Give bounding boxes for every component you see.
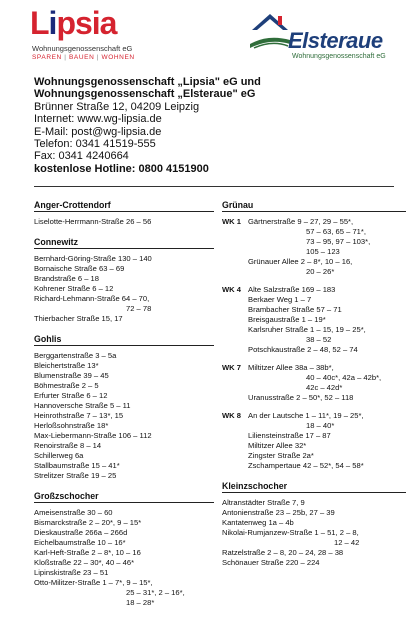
wk-block (222, 411, 406, 471)
street-entry: Dieskaustraße 266a – 266d (34, 528, 128, 537)
company-name-2: Wohnungsgenossenschaft „Elsteraue" eG (34, 88, 256, 101)
wk-street-list (248, 411, 406, 471)
district-title: Großzschocher (34, 491, 214, 503)
street-entry: 72 – 78 (126, 304, 152, 313)
email[interactable]: E-Mail: post@wg-lipsia.de (34, 125, 162, 138)
lipsia-subtitle: Wohnungsgenossenschaft eG (32, 44, 133, 53)
wk-block (222, 363, 406, 403)
street-entry: Gärtnerstraße 9 – 27, 29 – 55*, (248, 217, 354, 226)
street-entry: Grünauer Allee 2 – 8*, 10 – 16, (248, 257, 353, 266)
street-entry: Zingster Straße 2a* (248, 451, 314, 460)
street-entry: Hannoversche Straße 5 – 11 (34, 401, 131, 410)
street-entry: Lipinskistraße 23 – 51 (34, 568, 109, 577)
elsteraue-logo (246, 8, 396, 68)
street-entry: Nikolai-Rumjanzew-Straße 1 – 51, 2 – 8, (222, 528, 359, 537)
street-entry: Heinrothstraße 7 – 13*, 15 (34, 411, 124, 420)
wk-block (222, 285, 406, 355)
street-entry: 73 – 95, 97 – 103*, (306, 237, 371, 246)
lipsia-logo (30, 6, 140, 66)
street-entry: Kantatenweg 1a – 4b (222, 518, 294, 527)
street-entry: 18 – 28* (126, 598, 155, 607)
wk-blocks (222, 217, 406, 471)
street-entry: 18 – 40* (306, 421, 335, 430)
street-entry: 105 – 123 (306, 247, 340, 256)
street-entry: Richard-Lehmann-Straße 64 – 70, (34, 294, 150, 303)
left-column (34, 200, 214, 618)
street-entry: Schönauer Straße 220 – 224 (222, 558, 320, 567)
street-entry: 38 – 52 (306, 335, 332, 344)
street-entry: Bismarckstraße 2 – 20*, 9 – 15* (34, 518, 142, 527)
street-entry: Potschkaustraße 2 – 48, 52 – 74 (248, 345, 358, 354)
street-entry: Miltitzer Allee 32* (248, 441, 307, 450)
phone: Telefon: 0341 41519-555 (34, 138, 156, 151)
street-entry: Schillerweg 6a (34, 451, 84, 460)
street-entry: Erfurter Straße 6 – 12 (34, 391, 108, 400)
street-entry: Liliensteinstraße 17 – 87 (248, 431, 331, 440)
street-entry: 12 – 42 (334, 538, 360, 547)
district-title: Kleinzschocher (222, 481, 406, 493)
right-column (222, 200, 406, 578)
street-entry: Herloßsohnstraße 18* (34, 421, 109, 430)
district-section (34, 491, 214, 608)
street-entry: Max-Liebermann-Straße 106 – 112 (34, 431, 152, 440)
street-entry: Antonienstraße 23 – 25b, 27 – 39 (222, 508, 335, 517)
street-list (222, 498, 406, 568)
street-entry: Liselotte-Herrmann-Straße 26 – 56 (34, 217, 152, 226)
wk-block (222, 217, 406, 277)
street-address: Brünner Straße 12, 04209 Leipzig (34, 100, 200, 113)
street-entry: Bornaische Straße 63 – 69 (34, 264, 125, 273)
contact-block (34, 76, 404, 175)
website[interactable]: Internet: www.wg-lipsia.de (34, 113, 162, 126)
company-name-1: Wohnungsgenossenschaft „Lipsia" eG und (34, 76, 261, 88)
header-logos (0, 0, 420, 72)
wk-label: WK 8 (222, 411, 241, 420)
street-entry: Blumenstraße 39 – 45 (34, 371, 109, 380)
wk-street-list (248, 217, 406, 277)
district-section (34, 200, 214, 227)
street-entry: Zschampertaue 42 – 52*, 54 – 58* (248, 461, 364, 470)
street-entry: Otto-Militzer-Straße 1 – 7*, 9 – 15*, (34, 578, 153, 587)
district-gruenau (222, 200, 406, 471)
street-entry: Alte Salzstraße 169 – 183 (248, 285, 336, 294)
street-entry: Renoirstraße 8 – 14 (34, 441, 102, 450)
wk-label: WK 7 (222, 363, 241, 372)
street-entry: Brambacher Straße 57 – 71 (248, 305, 342, 314)
wk-label: WK 1 (222, 217, 241, 226)
street-entry: Miltitzer Allee 38a – 38b*, (248, 363, 334, 372)
street-entry: Karlsruher Straße 1 – 15, 19 – 25*, (248, 325, 366, 334)
street-entry: Berkaer Weg 1 – 7 (248, 295, 312, 304)
street-entry: Kloßstraße 22 – 30*, 40 – 46* (34, 558, 135, 567)
street-entry: 57 – 63, 65 – 71*, (306, 227, 366, 236)
street-entry: 42c – 42d* (306, 383, 343, 392)
wk-street-list (248, 363, 406, 403)
street-entry: 40 – 40c*, 42a – 42b*, (306, 373, 382, 382)
wk-label: WK 4 (222, 285, 241, 294)
district-title: Connewitz (34, 237, 214, 249)
district-kleinzschocher (222, 481, 406, 568)
lipsia-tagline: SPAREN | BAUEN | WOHNEN (32, 54, 135, 61)
street-entry: Brandstraße 6 – 18 (34, 274, 100, 283)
street-entry: 25 – 31*, 2 – 16*, (126, 588, 185, 597)
street-entry: An der Lautsche 1 – 11*, 19 – 25*, (248, 411, 364, 420)
street-entry: Berggartenstraße 3 – 5a (34, 351, 117, 360)
district-title: Grünau (222, 200, 406, 212)
elsteraue-wordmark: Elsteraue (288, 28, 383, 53)
street-entry: Thierbacher Straße 15, 17 (34, 314, 123, 323)
district-section (34, 237, 214, 324)
street-entry: 20 – 26* (306, 267, 335, 276)
fax: Fax: 0341 4240664 (34, 150, 129, 163)
street-entry: Karl-Heft-Straße 2 – 8*, 10 – 16 (34, 548, 141, 557)
street-entry: Uranusstraße 2 – 50*, 52 – 118 (248, 393, 354, 402)
elsteraue-subtitle: Wohnungsgenossenschaft eG (292, 53, 386, 60)
hotline: kostenlose Hotline: 0800 4151900 (34, 162, 209, 175)
district-title: Anger-Crottendorf (34, 200, 214, 212)
street-entry: Strelitzer Straße 19 – 25 (34, 471, 117, 480)
street-entry: Böhmestraße 2 – 5 (34, 381, 99, 390)
street-entry: Ameisenstraße 30 – 60 (34, 508, 113, 517)
street-entry: Altranstädter Straße 7, 9 (222, 498, 305, 507)
lipsia-wordmark: Lipsia (30, 5, 117, 41)
street-entry: Bleichertstraße 13* (34, 361, 99, 370)
house-icon (248, 10, 292, 50)
street-entry: Kohrener Straße 6 – 12 (34, 284, 114, 293)
street-entry: Breisgaustraße 1 – 19* (248, 315, 326, 324)
street-entry: Eichelbaumstraße 10 – 16* (34, 538, 126, 547)
district-title: Gohlis (34, 334, 214, 346)
district-section (34, 334, 214, 481)
street-entry: Stallbaumstraße 15 – 41* (34, 461, 120, 470)
wk-street-list (248, 285, 406, 355)
street-entry: Bernhard-Göring-Straße 130 – 140 (34, 254, 152, 263)
street-entry: Ratzelstraße 2 – 8, 20 – 24, 28 – 38 (222, 548, 344, 557)
divider (34, 186, 394, 187)
